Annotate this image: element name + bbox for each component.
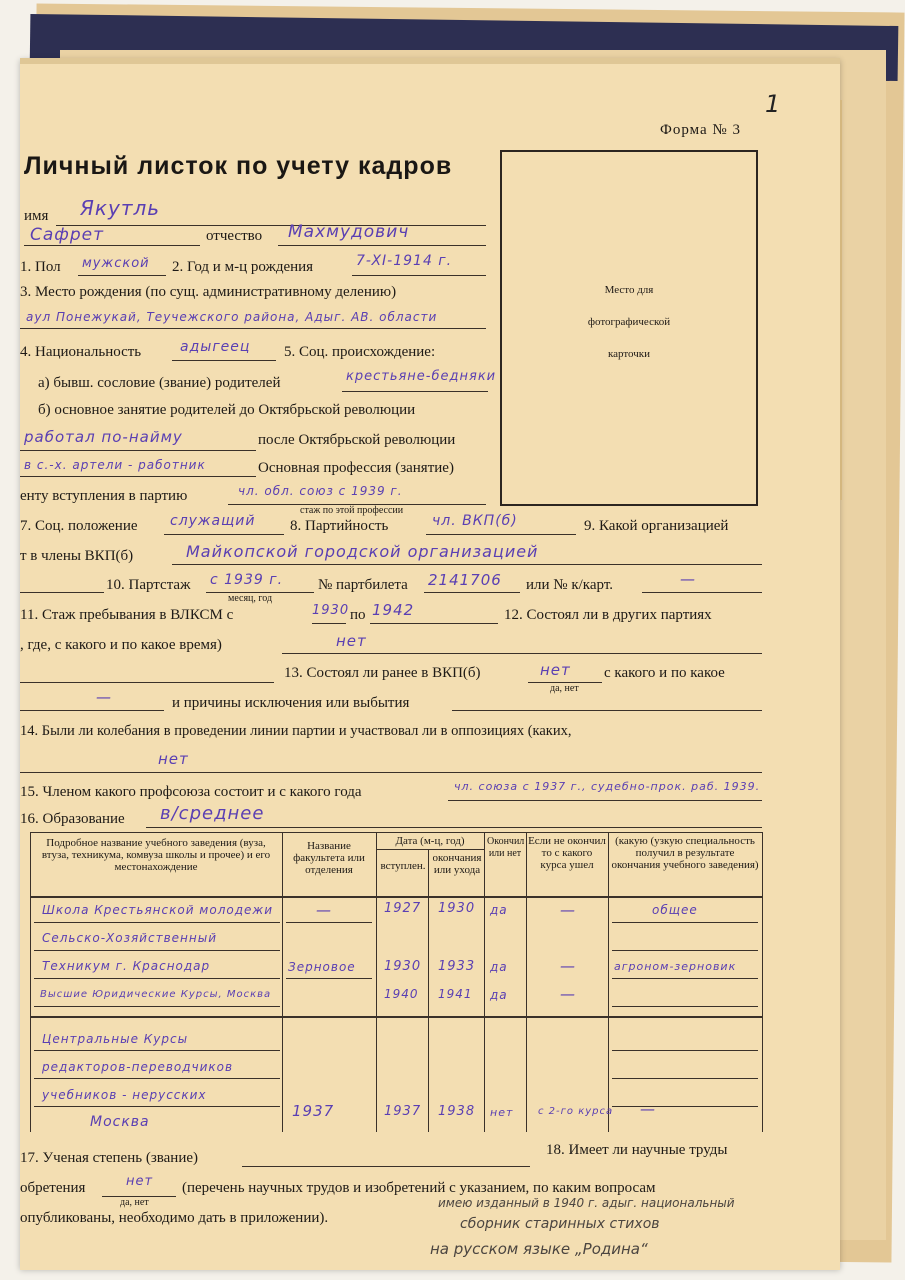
partstazh-value: с 1939 г. [210,572,284,588]
kkart-label: или № к/карт. [526,577,614,593]
patronymic-label: отчество [206,228,263,244]
wavering-value: нет [158,750,189,768]
table-row-0-done: да [490,903,508,917]
table-row-7-start: 1937 [384,1104,422,1119]
vkpb-member-value: Майкопской городской организацией [186,542,539,561]
photo-box [500,150,758,506]
table-row-0-spec: общее [652,903,698,917]
partstazh-label: 10. Партстаж [106,577,191,593]
pencil-note-line-2: сборник старинных стихов [460,1216,660,1232]
profession-label: Основная профессия (занятие) [258,460,454,476]
table-row-0-course: — [560,901,576,919]
social-value: служащий [170,513,256,529]
table-row-0-start: 1927 [384,901,422,916]
dob-value: 7-XI-1914 г. [356,253,453,269]
dob-label: 2. Год и м-ц рождения [172,259,314,275]
table-row-3-done: да [490,988,508,1002]
th-end: окончания или ухода [432,852,482,876]
table-row-0-name: Школа Крестьянской молодежи [42,903,273,917]
table-row-2-done: да [490,960,508,974]
table-row-2-name: Техникум г. Краснодар [42,959,211,973]
nationality-value: адыгеец [180,339,251,355]
birthplace-value: аул Понежукай, Теучежского района, Адыг. АВ. области [26,310,438,324]
where-value: нет [336,632,367,650]
th-institution: Подробное название учебного заведения (вуза, втуза, техникума, комвуза школы и прочее) и его местонахождение [41,837,271,873]
form-top-edge [20,58,840,64]
sex-value: мужской [82,256,150,271]
form-title: Личный листок по учету кадров [24,152,453,180]
earlier-value: нет [540,661,571,679]
table-row-1-name: Сельско-Хозяйственный [42,931,217,945]
firstname-value: Сафрет [30,225,104,245]
table-row-0-faculty: — [316,901,332,919]
earlier-sub: да, нет [550,683,579,694]
table-row-3-course: — [560,985,576,1003]
origin-label: 5. Соц. происхождение: [284,344,436,360]
table-row-7-end: 1938 [438,1104,476,1119]
partbilet-value: 2141706 [428,571,502,589]
after-rev-value: в с.-х. артели - работник [24,458,206,472]
partiynost-label: 8. Партийность [290,518,389,534]
degree-label: 17. Ученая степень (звание) [20,1150,199,1166]
th-course: Если не окончил то с какого курса ушел [528,835,606,871]
inventions-value: нет [126,1174,154,1189]
published-label: опубликованы, необходимо дать в приложении). [20,1210,329,1226]
union-value: чл. союза с 1937 г., судебно-прок. раб. 1939. [454,780,761,793]
table-row-7-spec: — [640,1100,656,1118]
th-specialty: (какую (узкую специальность получил в результате окончания учебного заведения) [611,835,759,871]
sex-label: 1. Пол [20,259,61,275]
dash-value: — [96,688,112,706]
from-to-label: с какого и по какое [604,665,725,681]
table-row-7-name: Москва [90,1114,150,1130]
th-faculty: Название факультета или отделения [293,840,365,876]
vlksm-label: 11. Стаж пребывания в ВЛКСМ с [20,607,234,623]
name-value: Якутль [80,196,161,220]
table-row-2-start: 1930 [384,959,422,974]
page-mark: 1 [765,90,782,118]
origin-a-value: крестьяне-бедняки [346,369,497,384]
table-row-2-end: 1933 [438,959,476,974]
inventions-sub: да, нет [120,1197,149,1208]
table-row-2-spec: агроном-зерновик [614,960,737,973]
th-start: вступлен. [380,860,426,872]
table-row-7-course: с 2-го курса [538,1106,614,1117]
name-label: имя [24,208,49,224]
table-row-3-name: Высшие Юридические Курсы, Москва [40,989,272,1000]
vkpb-member-label: т в члены ВКП(б) [20,548,134,564]
birthplace-label: 3. Место рождения (по сущ. административному делению) [20,284,397,300]
origin-b-value: работал по-найму [24,428,183,446]
nationality-label: 4. Национальность [20,344,142,360]
education-label: 16. Образование [20,811,125,827]
org-label: 9. Какой организацией [584,518,729,534]
personal-record-form [20,60,840,1270]
earlier-label: 13. Состоял ли ранее в ВКП(б) [284,665,481,681]
table-row-0-end: 1930 [438,901,476,916]
photo-box-line-1: Место для [604,284,654,296]
inventions-label: обретения [20,1180,86,1196]
th-date: Дата (м-ц, год) [395,835,465,847]
photo-box-line-2: фотографической [587,316,671,328]
photo-box-line-3: карточки [607,348,651,360]
table-row-2-course: — [560,957,576,975]
table-row-6-name: учебников - нерусских [42,1088,207,1102]
profession-stazh-label: стаж по этой профессии [300,505,404,516]
origin-a-label: а) бывш. сословие (звание) родителей [38,375,281,391]
partiynost-value: чл. ВКП(б) [432,513,518,529]
right-edge-shadow [840,100,842,500]
works-label: 18. Имеет ли научные труды [546,1142,728,1158]
vlksm-to: 1942 [372,601,415,619]
pencil-note-line-3: на русском языке „Родина“ [430,1240,648,1258]
inventions-desc: (перечень научных трудов и изобретений с указанием, по каким вопросам [182,1180,656,1196]
exclusion-label: и причины исключения или выбытия [172,695,410,711]
table-row-7-faculty: 1937 [292,1102,335,1120]
vlksm-from: 1930 [312,603,350,618]
after-rev-label: после Октябрьской революции [258,432,456,448]
origin-b-label: б) основное занятие родителей до Октябрьской революции [38,402,416,418]
pencil-note-line-1: имею изданный в 1940 г. адыг. национальный [438,1196,735,1210]
party-entry-value: чл. обл. союз с 1939 г. [238,484,403,498]
table-row-7-done: нет [490,1106,514,1119]
where-label: , где, с какого и по какое время) [20,637,222,653]
partbilet-label: № партбилета [318,577,408,593]
table-row-4-name: Центральные Курсы [42,1032,189,1046]
kkart-value: — [680,570,696,588]
partstazh-sub: месяц, год [228,593,273,604]
wavering-label: 14. Были ли колебания в проведении линии партии и участвовал ли в оппозициях (каких, [20,723,572,739]
social-label: 7. Соц. положение [20,518,138,534]
education-value: в/среднее [160,803,265,824]
table-row-3-start: 1940 [384,987,419,1001]
other-parties-label: 12. Состоял ли в других партиях [504,607,712,623]
party-entry-label: енту вступления в партию [20,488,188,504]
patronymic-value: Махмудович [288,222,410,242]
table-row-3-end: 1941 [438,987,473,1001]
th-finished: Окончил или нет [487,836,525,859]
table-row-2-faculty: Зерновое [288,960,356,974]
vlksm-to-label: по [350,607,366,623]
table-row-5-name: редакторов-переводчиков [42,1060,234,1074]
form-number: Форма № 3 [660,122,741,138]
union-label: 15. Членом какого профсоюза состоит и с какого года [20,784,362,800]
